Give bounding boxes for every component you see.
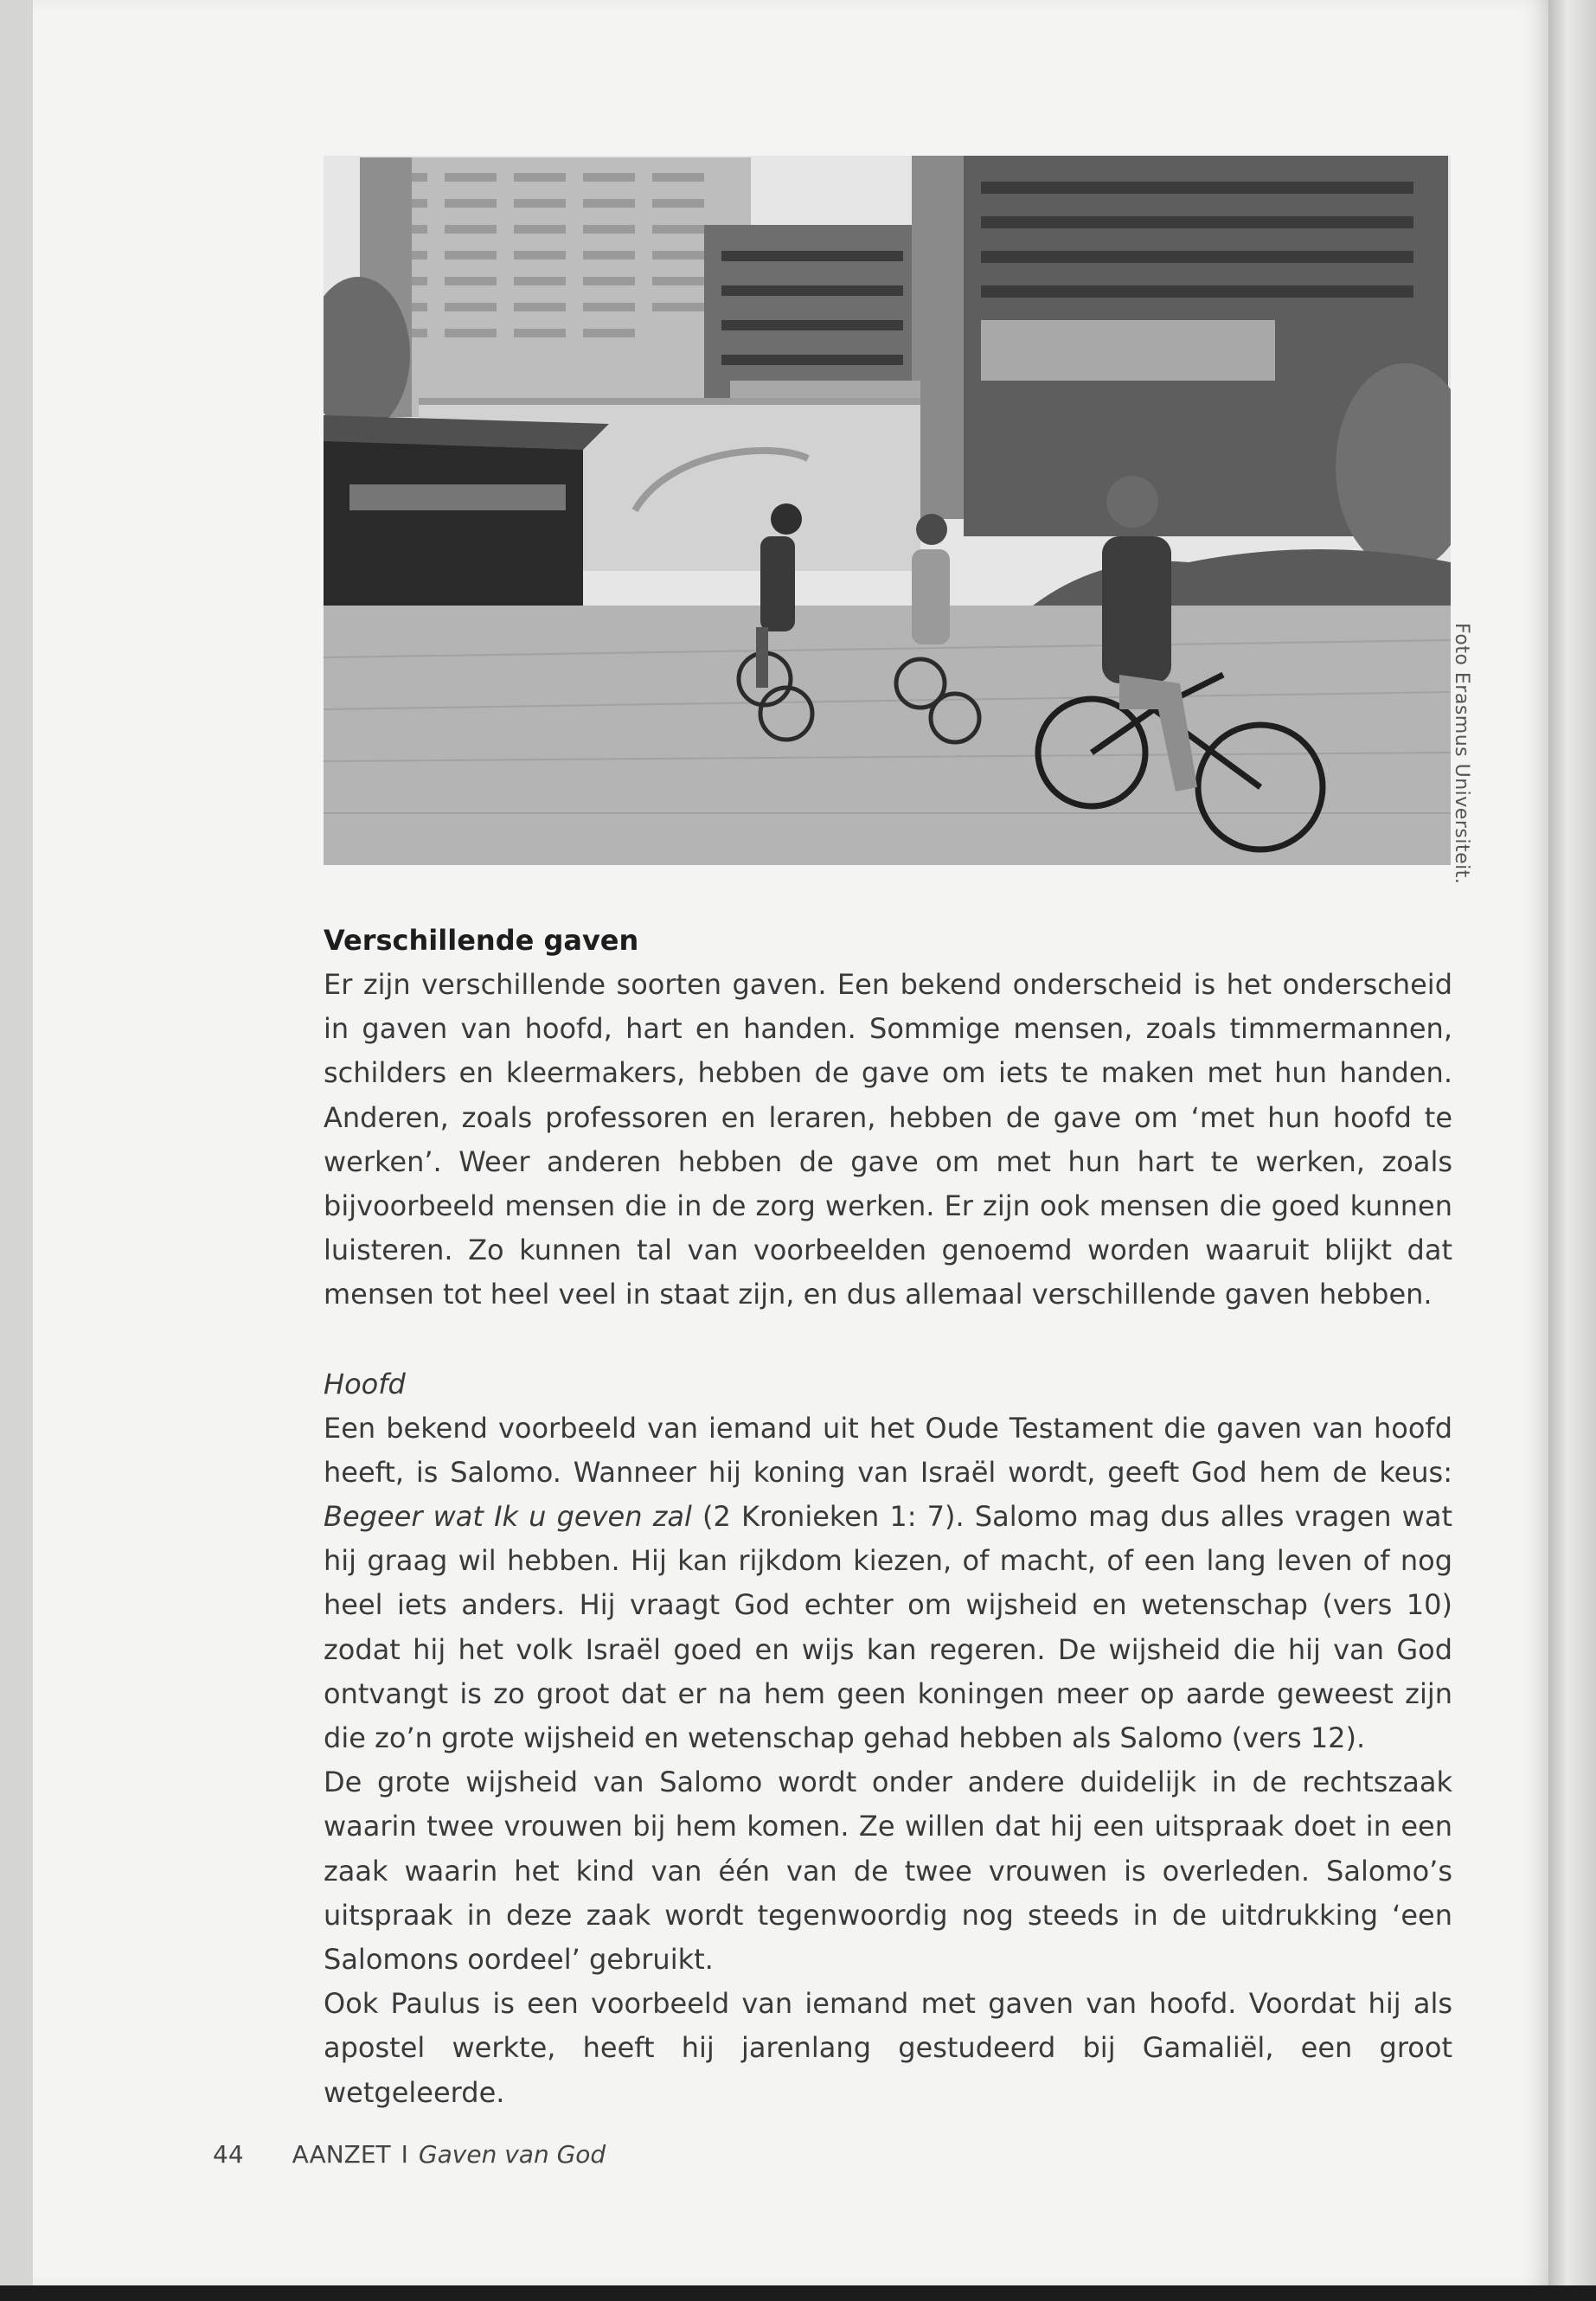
section-heading: Verschillende gaven: [324, 924, 639, 957]
subsection-paragraph-2: De grote wijsheid van Salomo wordt onder andere duidelijk in de rechtszaak waarin twee vrouwen bij hem komen. Ze willen dat hij een uitspraak doet in een zaak waarin het kind van één van de twee vrouwen is overleden. Salomo’s uitspraak in deze zaak wordt tegenwoordig nog steeds in de uitdrukking ‘een Salomons oordeel’ gebruikt.: [324, 1766, 1452, 1977]
photo-illustration: [324, 156, 1451, 865]
subsection-paragraph-1: [324, 1407, 1452, 1761]
photo-cyclists: [324, 156, 1451, 865]
p1-text-after: (2 Kronieken 1: 7). Salomo mag dus alles vragen wat hij graag wil hebben. Hij kan rijkdom kiezen, of macht, of een lang leven of nog heel iets anders. Hij vraagt God echter om wijsheid en wetenschap (vers 10) zodat hij het volk Israël goed en wijs kan regeren. De wijsheid die hij van God ontvangt is zo groot dat er na hem geen koningen meer op aarde geweest zijn die zo’n grote wijsheid en wetenschap gehad hebben als Salomo (vers 12).: [324, 1500, 1453, 1755]
subsection-heading: Hoofd: [324, 1367, 406, 1400]
section-paragraph: Er zijn verschillende soorten gaven. Een bekend onderscheid is het onderscheid in gaven van hoofd, hart en handen. Sommige mensen, zoals timmermannen, schilders en kleermakers, hebben de gave om iets te maken met hun handen. Anderen, zoals professoren en leraren, hebben de gave om ‘met hun hoofd te werken’. Weer anderen hebben de gave om met hun hart te werken, zoals bijvoorbeeld mensen die in de zorg werken. Er zijn ook mensen die goed kunnen luisteren. Zo kunnen tal van voorbeelden genoemd worden waaruit blijkt dat mensen tot heel veel in staat zijn, en dus allemaal verschillende gaven hebben.: [324, 968, 1452, 1311]
footer-separator: I: [401, 2140, 408, 2169]
p1-text-before: Een bekend voorbeeld van iemand uit het Oude Testament die gaven van hoofd heeft, is Salomo. Wanneer hij koning van Israël wordt, geeft God hem de keus:: [324, 1411, 1452, 1489]
book-title: Gaven van God: [418, 2140, 606, 2169]
page-footer: [213, 2140, 606, 2169]
subsection-paragraph-3: Ook Paulus is een voorbeeld van iemand met gaven van hoofd. Voordat hij als apostel werkte, heeft hij jarenlang gestudeerd bij Gamaliël, een groot wetgeleerde.: [324, 1987, 1452, 2109]
series-name: AANZET: [292, 2140, 391, 2169]
photo-credit: Foto Erasmus Universiteit.: [1451, 623, 1472, 885]
scan-bottom-edge: [0, 2285, 1596, 2301]
bible-quote: Begeer wat Ik u geven zal: [324, 1500, 692, 1534]
page-number: 44: [213, 2140, 244, 2169]
main-text: [324, 919, 1452, 2115]
page-edge-shadow: [1548, 0, 1596, 2301]
